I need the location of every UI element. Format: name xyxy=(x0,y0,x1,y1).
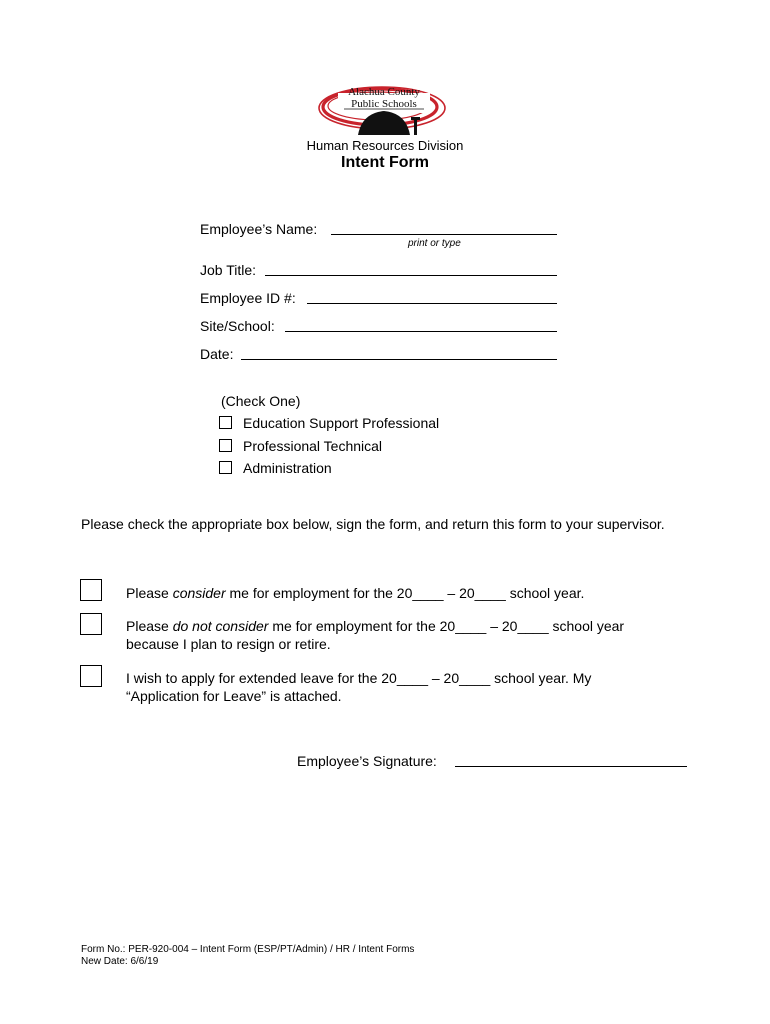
employee-name-label: Employee’s Name: xyxy=(200,221,318,237)
extended-leave-line2: “Application for Leave” is attached. xyxy=(126,688,342,704)
administration-label: Administration xyxy=(243,460,332,476)
extended-leave-line1: I wish to apply for extended leave for the 20____ – 20____ school year. My xyxy=(126,670,592,686)
employee-name-field[interactable] xyxy=(331,234,557,235)
date-field[interactable] xyxy=(241,359,557,360)
not-consider-line2: because I plan to resign or retire. xyxy=(126,636,331,652)
footer-form-number: Form No.: PER-920-004 – Intent Form (ESP/PT/Admin) / HR / Intent Forms xyxy=(81,944,415,955)
administration-checkbox[interactable] xyxy=(219,461,232,474)
logo-text-1: Alachua County xyxy=(348,86,420,98)
employee-id-field[interactable] xyxy=(307,303,557,304)
job-title-field[interactable] xyxy=(265,275,557,276)
footer-date: New Date: 6/6/19 xyxy=(81,956,159,967)
division-name: Human Resources Division xyxy=(306,138,464,153)
employee-id-label: Employee ID #: xyxy=(200,290,296,306)
logo-graphic xyxy=(318,83,450,137)
consider-checkbox[interactable] xyxy=(80,579,102,601)
logo-text-2: Public Schools xyxy=(351,98,417,110)
not-consider-text xyxy=(126,617,624,653)
consider-post: me for employment for the 20____ – 20____ school year. xyxy=(225,585,585,601)
not-consider-emphasis: do not consider xyxy=(172,618,269,634)
signature-field[interactable] xyxy=(455,766,687,767)
extended-leave-text xyxy=(126,669,591,705)
signature-label: Employee’s Signature: xyxy=(297,753,437,769)
date-label: Date: xyxy=(200,346,234,362)
consider-text xyxy=(126,584,584,602)
employee-name-hint: print or type xyxy=(408,238,461,249)
instructions-text: Please check the appropriate box below, sign the form, and return this form to your supervisor. xyxy=(81,516,665,532)
district-logo xyxy=(318,83,450,137)
esp-checkbox[interactable] xyxy=(219,416,232,429)
esp-label: Education Support Professional xyxy=(243,415,440,431)
site-school-label: Site/School: xyxy=(200,318,275,334)
not-consider-checkbox[interactable] xyxy=(80,613,102,635)
professional-technical-checkbox[interactable] xyxy=(219,439,232,452)
not-consider-post: me for employment for the 20____ – 20____ school year xyxy=(268,618,625,634)
professional-technical-label: Professional Technical xyxy=(243,438,383,454)
site-school-field[interactable] xyxy=(285,331,557,332)
form-title: Intent Form xyxy=(341,154,429,171)
consider-pre: Please xyxy=(126,585,173,601)
extended-leave-checkbox[interactable] xyxy=(80,665,102,687)
consider-emphasis: consider xyxy=(172,585,226,601)
not-consider-pre: Please xyxy=(126,618,173,634)
check-one-heading: (Check One) xyxy=(221,393,301,409)
job-title-label: Job Title: xyxy=(200,262,257,278)
